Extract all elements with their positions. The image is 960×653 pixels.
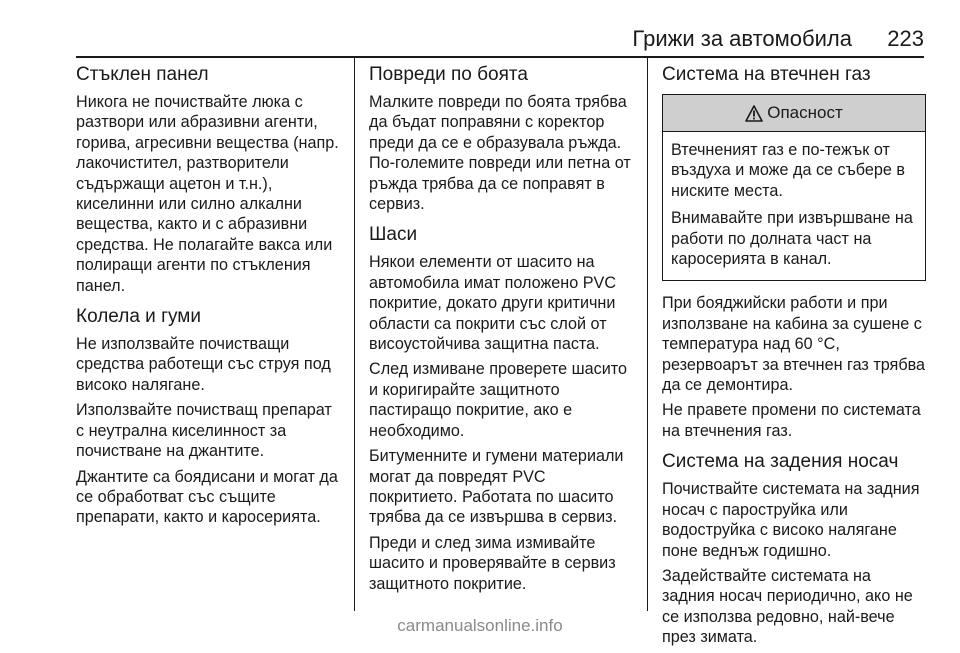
warning-triangle-icon	[745, 105, 763, 122]
column-3	[662, 62, 926, 653]
paragraph: Използвайте почистващ препарат с неутрална киселинност за почистване на джантите.	[76, 401, 332, 461]
section-heading-rear-carrier: Система на задения носач	[662, 451, 899, 473]
page-number: 223	[887, 26, 924, 51]
running-title: Грижи за автомобила	[632, 26, 852, 51]
paragraph: След измиване проверете шасито и коригирайте защитното пастиращо покритие, ако е необходимо.	[369, 360, 627, 440]
paragraph: Някои елементи от шасито на автомобила имат положено PVC покритие, докато други критични области са покрити със слой от висоустойчива защитна паста.	[369, 253, 617, 354]
column-2	[369, 62, 637, 599]
danger-label: Опасност	[767, 103, 843, 122]
page-header	[76, 22, 924, 56]
paragraph: При бояджийски работи и при използване на кабина за сушене с температура над 60 °C, резервоарът за втечнен газ трябва да се демонтира.	[662, 294, 926, 395]
section-heading-paint-damage: Повреди по боята	[369, 64, 528, 85]
paragraph: Почиствайте системата на задния носач с пароструйка или водоструйка с високо налягане поне веднъж годишно.	[662, 480, 920, 560]
section-heading-lpg-system: Система на втечнен газ	[662, 64, 871, 85]
watermark: carmanualsonline.info	[397, 616, 563, 635]
header-rule	[76, 56, 924, 58]
paragraph: Джантите са боядисани и могат да се обработват със същите препарати, както и каросерията.	[76, 467, 338, 527]
danger-body	[663, 132, 925, 280]
paragraph: Преди и след зима измивайте шасито и проверявайте в сервиз защитното покритие.	[369, 533, 616, 593]
danger-box	[662, 94, 926, 281]
section-heading-glass-panel: Стъклен панел	[76, 64, 209, 85]
column-1	[76, 62, 344, 533]
danger-header	[663, 95, 925, 132]
paragraph: Никога не почиствайте люка с разтвори или абразивни агенти, горива, агресивни вещества (напр. лакочистител, разтворители съдържащи ацетон и т.н.), киселинни или силно алкални вещества, както и с абразивни средства. Не полагайте вакса или полиращи агенти по стъкления панел.	[76, 93, 339, 295]
section-heading-underbody: Шаси	[369, 224, 418, 246]
column-divider-2	[647, 58, 648, 611]
section-heading-wheels-tyres: Колела и гуми	[76, 306, 201, 328]
paragraph: Втечненият газ е по-тежък от въздуха и може да се събере в ниските места.	[671, 141, 905, 200]
column-divider-1	[354, 58, 355, 611]
paragraph: Внимавайте при извършване на работи по долната част на каросерията в канал.	[671, 209, 913, 269]
paragraph: Не правете промени по системата на втечнения газ.	[662, 401, 921, 440]
paragraph: Битуменните и гумени материали могат да повредят PVC покритието. Работата по шасито трябва да се извършва в сервиз.	[369, 447, 624, 527]
paragraph: Не използвайте почистващи средства работещи със струя под високо налягане.	[76, 335, 331, 394]
paragraph: Малките повреди по боята трябва да бъдат поправяни с коректор преди да се е образувала ръжда. По-големите повреди или петна от ръжда трябва да се поправят в сервиз.	[369, 93, 631, 214]
paragraph: Задействайте системата на задния носач периодично, ако не се използва редовно, най-вече през зимата.	[662, 566, 913, 647]
